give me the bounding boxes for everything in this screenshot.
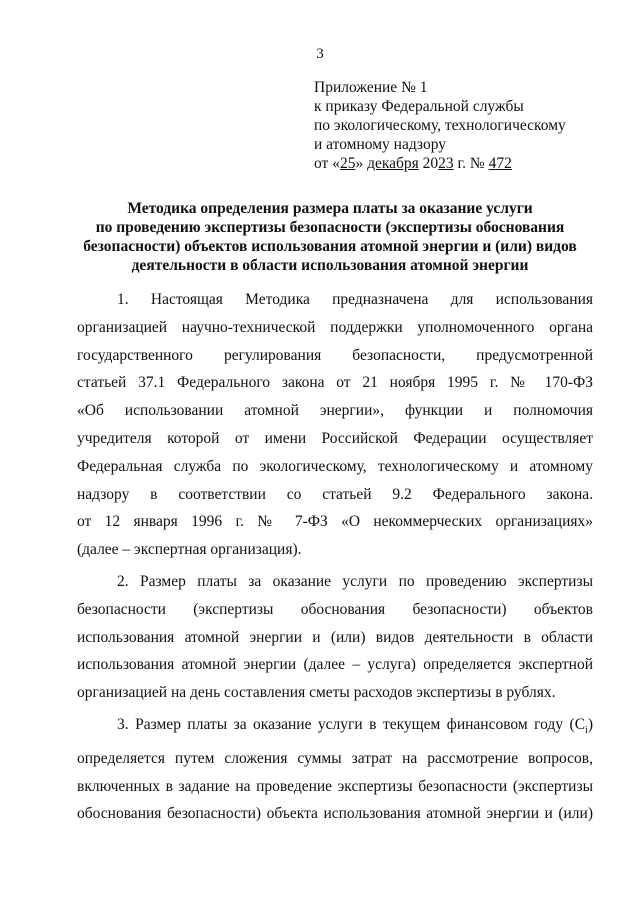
- p1-line: статьей 37.1 Федерального закона от 21 ноября 1995 г. № 170-ФЗ: [77, 374, 593, 392]
- date-prefix: от «: [314, 155, 340, 172]
- paragraph-2: [77, 568, 593, 707]
- date-year-prefix: 20: [418, 155, 439, 172]
- p2-line: использования атомной энергии (далее – услуга) определяется экспертной: [77, 656, 593, 674]
- page-number: 3: [316, 46, 324, 62]
- p1-line: 1. Настоящая Методика предназначена для использования: [117, 291, 593, 308]
- p3-close-paren: ): [587, 715, 593, 733]
- p1-line: (далее – экспертная организация).: [77, 541, 302, 559]
- p1-line: государственного регулирования безопасности, предусмотренной: [77, 346, 593, 364]
- paragraph-1: [77, 286, 593, 564]
- date-day: 25: [339, 155, 356, 172]
- p2-line: 2. Размер платы за оказание услуги по проведению экспертизы: [117, 572, 593, 590]
- appendix-line-4: и атомному надзору: [314, 136, 446, 153]
- order-number: 472: [488, 155, 512, 172]
- p2-line: организацией на день составления сметы расходов экспертизы в рублях.: [77, 684, 556, 702]
- p1-line: Федеральная служба по экологическому, технологическому и атомному: [77, 457, 593, 475]
- p3-line-1-text: 3. Размер платы за оказание услуги в текущем финансовом году (C: [117, 715, 586, 733]
- p2-line: безопасности (экспертизы обоснования безопасности) объектов: [77, 600, 593, 618]
- p3-line-1: [77, 711, 593, 745]
- date-year-suffix: 23: [438, 155, 454, 172]
- p3-line: включенных в задание на проведение экспертизы безопасности (экспертизы: [77, 777, 593, 795]
- paragraph-3: [77, 711, 593, 828]
- document-title: [40, 199, 620, 275]
- p1-line: организацией научно-технической поддержки уполномоченного органа: [77, 318, 593, 336]
- p1-line: «Об использовании атомной энергии», функции и полномочия: [77, 402, 593, 420]
- appendix-date-line: [314, 154, 614, 173]
- appendix-block: [314, 78, 614, 173]
- title-line-3: безопасности) объектов использования атомной энергии и (или) видов: [83, 238, 577, 255]
- title-line-2: по проведению экспертизы безопасности (экспертизы обоснования: [95, 219, 565, 236]
- appendix-line-1: Приложение № 1: [314, 79, 428, 96]
- p3-line: обоснования безопасности) объекта использования атомной энергии и (или): [77, 805, 593, 823]
- number-prefix: г. №: [453, 155, 489, 172]
- title-line-1: Методика определения размера платы за оказание услуги: [127, 200, 533, 217]
- p3-line: определяется путем сложения суммы затрат на рассмотрение вопросов,: [77, 749, 593, 767]
- date-mid: »: [355, 155, 368, 172]
- title-line-4: деятельности в области использования атомной энергии: [131, 257, 529, 274]
- p1-line: от 12 января 1996 г. № 7-ФЗ «О некоммерческих организациях»: [77, 513, 593, 531]
- p1-line: учредителя которой от имени Российской Федерации осуществляет: [77, 429, 593, 447]
- p2-line: использования атомной энергии и (или) видов деятельности в области: [77, 628, 593, 646]
- appendix-line-3: по экологическому, технологическому: [314, 117, 566, 134]
- appendix-line-2: к приказу Федеральной службы: [314, 98, 524, 115]
- p1-line: надзору в соответствии со статьей 9.2 Федерального закона.: [77, 485, 593, 503]
- date-month: декабря: [367, 155, 419, 172]
- document-body: [77, 286, 593, 828]
- p3-subscript: i: [585, 725, 588, 737]
